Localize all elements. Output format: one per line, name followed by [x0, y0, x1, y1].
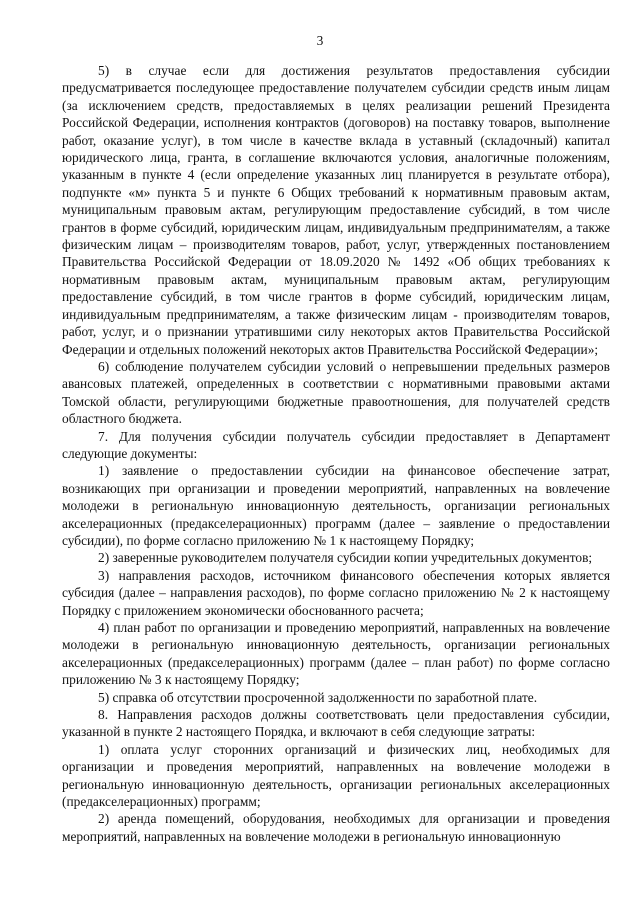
page-number: 3	[316, 33, 324, 48]
paragraph-item-7-sub-1: 1) заявление о предоставлении субсидии на финансовое обеспечение затрат, возникающих при организации и проведении мероприятий, направленных на вовлечение молодежи в региональную инновационную деятельность, организации региональных акселерационных (предакселерационных) программ (далее – заявление о предоставлении субсидии), по форме согласно приложению № 1 к настоящему Порядку;	[62, 463, 610, 548]
paragraph-item-7-sub-5: 5) справка об отсутствии просроченной задолженности по заработной плате.	[98, 689, 538, 705]
paragraph-item-8-sub-1: 1) оплата услуг сторонних организаций и физических лиц, необходимых для организации и проведения мероприятий, направленных на вовлечение молодежи в региональную инновационную деятельность, организации региональных акселерационных (предакселерационных) программ;	[62, 741, 610, 810]
paragraph-item-7-sub-3: 3) направления расходов, источником финансового обеспечения которых является субсидия (далее – направления расходов), по форме согласно приложению № 2 к настоящему Порядку с приложением экономически обоснованного расчета;	[62, 567, 610, 618]
paragraph-subitem-5: 5) в случае если для достижения результатов предоставления субсидии предусматривается последующее предоставление получателем субсидии средств иным лицам (за исключением средств, предоставляемых в целях реализации решений Президента Российской Федерации, исполнения контрактов (договоров) на поставку товаров, выполнение работ, оказание услуг), в том числе в качестве вклада в уставный (складочный) капитал юридического лица, гранта, в соглашение включаются условия, аналогичные положениям, указанным в пункте 4 (если определение указанных лиц планируется в результате отбора), подпункте «м» пункта 5 и пункте 6 Общих требований к нормативным правовым актам, муниципальным правовым актам, регулирующим предоставление субсидий, в том числе грантов в форме субсидий, юридическим лицам, индивидуальным предпринимателям, а также физическим лицам – производителям товаров, работ, услуг, утвержденных постановлением Правительства Российской Федерации от 18.09.2020 № 1492 «Об общих требованиях к нормативным правовым актам, муниципальным правовым актам, регулирующим предоставление субсидий, в том числе грантов в форме субсидий, юридическим лицам, индивидуальным предпринимателям, а также физическим лицам - производителям товаров, работ, услуг, и о признании утратившими силу некоторых актов Правительства Российской Федерации и отдельных положений некоторых актов Правительства Российской Федерации»;	[62, 63, 610, 357]
paragraph-subitem-6: 6) соблюдение получателем субсидии условий о непревышении предельных размеров авансовых платежей, определенных в соответствии с нормативными правовыми актами Томской области, регулирующими бюджетные правоотношения, для получателей средств областного бюджета.	[62, 358, 610, 427]
paragraph-item-7: 7. Для получения субсидии получатель субсидии предоставляет в Департамент следующие документы:	[62, 428, 610, 461]
paragraph-item-8: 8. Направления расходов должны соответствовать цели предоставления субсидии, указанной в пункте 2 настоящего Порядка, и включают в себя следующие затраты:	[62, 707, 610, 740]
paragraph-item-8-sub-2: 2) аренда помещений, оборудования, необходимых для организации и проведения мероприятий, направленных на вовлечение молодежи в региональную инновационную	[62, 811, 610, 844]
document-body	[62, 62, 610, 845]
paragraph-item-7-sub-2: 2) заверенные руководителем получателя субсидии копии учредительных документов;	[98, 550, 593, 566]
paragraph-item-7-sub-4: 4) план работ по организации и проведению мероприятий, направленных на вовлечение молодежи в региональную инновационную деятельность, организации региональных акселерационных (предакселерационных) программ (далее – план работ) по форме согласно приложению № 3 к настоящему Порядку;	[62, 620, 610, 688]
